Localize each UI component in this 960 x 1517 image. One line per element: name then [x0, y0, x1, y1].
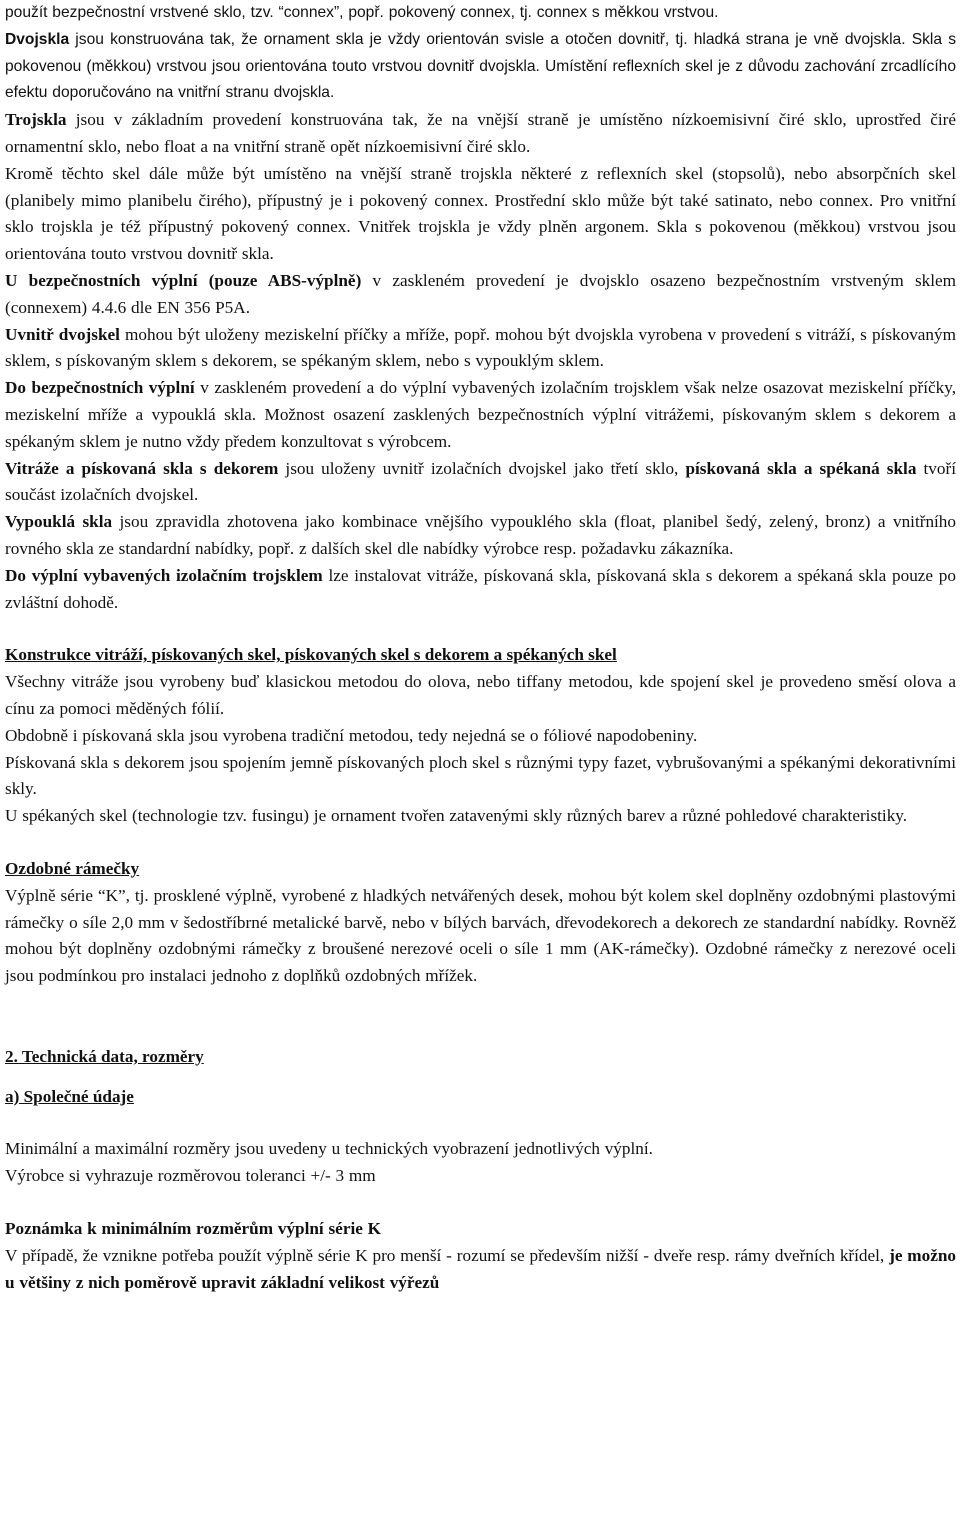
- term-vypoukla: Vypouklá skla: [5, 512, 113, 532]
- term-uvnitr-dvojskel: Uvnitř dvojskel: [5, 324, 120, 344]
- paragraph-rozmery: Minimální a maximální rozměry jsou uvedeny u technických vyobrazení jednotlivých výplní.: [5, 1139, 653, 1159]
- term-bezpecnostni-vyplne: U bezpečnostních výplní (pouze ABS-výplně): [5, 270, 362, 290]
- heading-spolecne-udaje: a) Společné údaje: [5, 1086, 134, 1106]
- term-do-vyplni: Do výplní vybavených izolačním trojsklem: [5, 565, 323, 585]
- spacer: [5, 616, 956, 642]
- term-je-mozno: je možno u většiny z nich poměrově upravit základní velikost výřezů: [5, 1245, 956, 1292]
- paragraph-konstrukce-4: U spékaných skel (technologie tzv. fusingu) je ornament tvořen zatavenými skly různých barev a různé pohledové charakteristiky.: [5, 806, 908, 826]
- paragraph-ramecky: Výplně série “K”, tj. prosklené výplně, vyrobené z hladkých netvářených desek, mohou být kolem skel doplněny ozdobnými plastovými rámečky o síle 2,0 mm v šedostříbrné metalické barvě, nebo v bílých barvách, dřevodekorech a dekorech ze standardní nabídky. Rovněž mohou být doplněny ozdobnými rámečky z broušené nerezové oceli o síle 1 mm (AK-rámečky). Ozdobné rámečky z nerezové oceli jsou podmínkou pro instalaci jednoho z doplňků ozdobných mřížek.: [5, 885, 956, 986]
- heading-technicka-data: 2. Technická data, rozměry: [5, 1046, 204, 1066]
- paragraph-do-vyplni: Do výplní vybavených izolačním trojsklem lze instalovat vitráže, pískovaná skla, pískovaná skla s dekorem a spékaná skla pouze po zvláštní dohodě.: [5, 565, 956, 612]
- paragraph-vitraze: Vitráže a pískovaná skla s dekorem jsou uloženy uvnitř izolačních dvojskel jako třetí sklo, pískovaná skla a spékaná skla tvoří součást izolačních dvojskel.: [5, 458, 956, 505]
- spacer: [5, 1190, 956, 1216]
- heading-poznamka: Poznámka k minimálním rozměrům výplní série K: [5, 1219, 382, 1239]
- document-page: [5, 0, 956, 1296]
- paragraph-do-bezpecnostnich: Do bezpečnostních výplní v zaskleném provedení a do výplní vybavených izolačním trojsklem však nelze osazovat meziskelní příčky, meziskelní mříže a vypouklá skla. Možnost osazení zasklených bezpečnostních výplní vitrážemi, pískovaným sklem s dekorem a spékaným sklem je nutno vždy předem konzultovat s výrobcem.: [5, 378, 956, 451]
- spacer: [5, 830, 956, 856]
- spacer: [5, 1071, 956, 1084]
- paragraph-trojskla-detail: Kromě těchto skel dále může být umístěno na vnější straně trojskla některé z reflexních skel (stopsolů), nebo absorpčních skel (planibely mimo planibelu čirého), přípustný je i pokovený connex. Prostřední sklo může být také satinato, nebo connex. Pro vnitřní sklo trojskla je též přípustný pokovený connex. Vnitřek trojskla je vždy plněn argonem. Skla s pokovenou (měkkou) vrstvou jsou orientována touto vrstvou dovnitř skla.: [5, 163, 956, 264]
- paragraph-trojskla: Trojskla jsou v základním provedení konstruována tak, že na vnější straně je umístěno nízkoemisivní čiré sklo, uprostřed čiré ornamentní sklo, nebo float a na vnitřní straně opět nízkoemisivní čiré sklo.: [5, 110, 956, 156]
- spacer: [5, 1110, 956, 1136]
- paragraph-bezpecnostni: U bezpečnostních výplní (pouze ABS-výplně) v zaskleném provedení je dvojsklo osazeno bezpečnostním vrstveným sklem (connexem) 4.4.6 dle EN 356 P5A.: [5, 270, 956, 317]
- term-vitraze: Vitráže a pískovaná skla s dekorem: [5, 458, 279, 478]
- paragraph-vypoukla: Vypouklá skla jsou zpravidla zhotovena jako kombinace vnějšího vypouklého skla (float, planibel šedý, zelený, bronz) a vnitřního rovného skla ze standardní nabídky, popř. z dalších skel dle nabídky výrobce resp. požadavku zákazníka.: [5, 512, 956, 558]
- spacer: [5, 990, 956, 1044]
- term-do-bezpecnostnich: Do bezpečnostních výplní: [5, 378, 195, 398]
- term-trojskla: Trojskla: [5, 110, 67, 130]
- paragraph-uvnitr-dvojskel: Uvnitř dvojskel mohou být uloženy meziskelní příčky a mříže, popř. mohou být dvojskla vyrobena v provedení s vitráží, s pískovaným sklem, s pískovaným sklem s dekorem, se spékaným sklem, nebo s vypouklým sklem.: [5, 324, 956, 371]
- paragraph-poznamka: V případě, že vznikne potřeba použít výplně série K pro menší - rozumí se především nižší - dveře resp. rámy dveřních křídel, je možno u většiny z nich poměrově upravit základní velikost výřezů: [5, 1245, 956, 1292]
- heading-ozdobne-ramecky: Ozdobné rámečky: [5, 858, 140, 878]
- paragraph-konstrukce-2: Obdobně i pískovaná skla jsou vyrobena tradiční metodou, tedy nejedná se o fóliové napodobeniny.: [5, 725, 698, 745]
- paragraph-konstrukce-1: Všechny vitráže jsou vyrobeny buď klasickou metodou do olova, nebo tiffany metodou, kde spojení skel je provedeno směsí olova a cínu za pomoci měděných fólií.: [5, 672, 956, 718]
- paragraph-tolerance: Výrobce si vyhrazuje rozměrovou toleranci +/- 3 mm: [5, 1166, 376, 1186]
- term-piskovana-skla: pískovaná skla a spékaná skla: [685, 458, 917, 478]
- paragraph-connex: použít bezpečnostní vrstvené sklo, tzv. “connex”, popř. pokovený connex, tj. connex s měkkou vrstvou. Dvojskla jsou konstruována tak, že ornament skla je vždy orientován svisle a otočen dovnitř, tj. hladká strana je vně dvojskla. Skla s pokovenou (měkkou) vrstvou jsou orientována touto vrstvou dovnitř dvojskla. Umístění reflexních skel je z důvodu zachování zrcadlícího efektu doporučováno na vnitřní stranu dvojskla.: [5, 4, 956, 102]
- heading-konstrukce: Konstrukce vitráží, pískovaných skel, pískovaných skel s dekorem a spékaných skel: [5, 645, 617, 665]
- term-dvojskla: Dvojskla: [5, 30, 70, 48]
- paragraph-konstrukce-3: Pískovaná skla s dekorem jsou spojením jemně pískovaných ploch skel s různými typy fazet, vybrušovanými a spékanými dekorativními skly.: [5, 752, 956, 799]
